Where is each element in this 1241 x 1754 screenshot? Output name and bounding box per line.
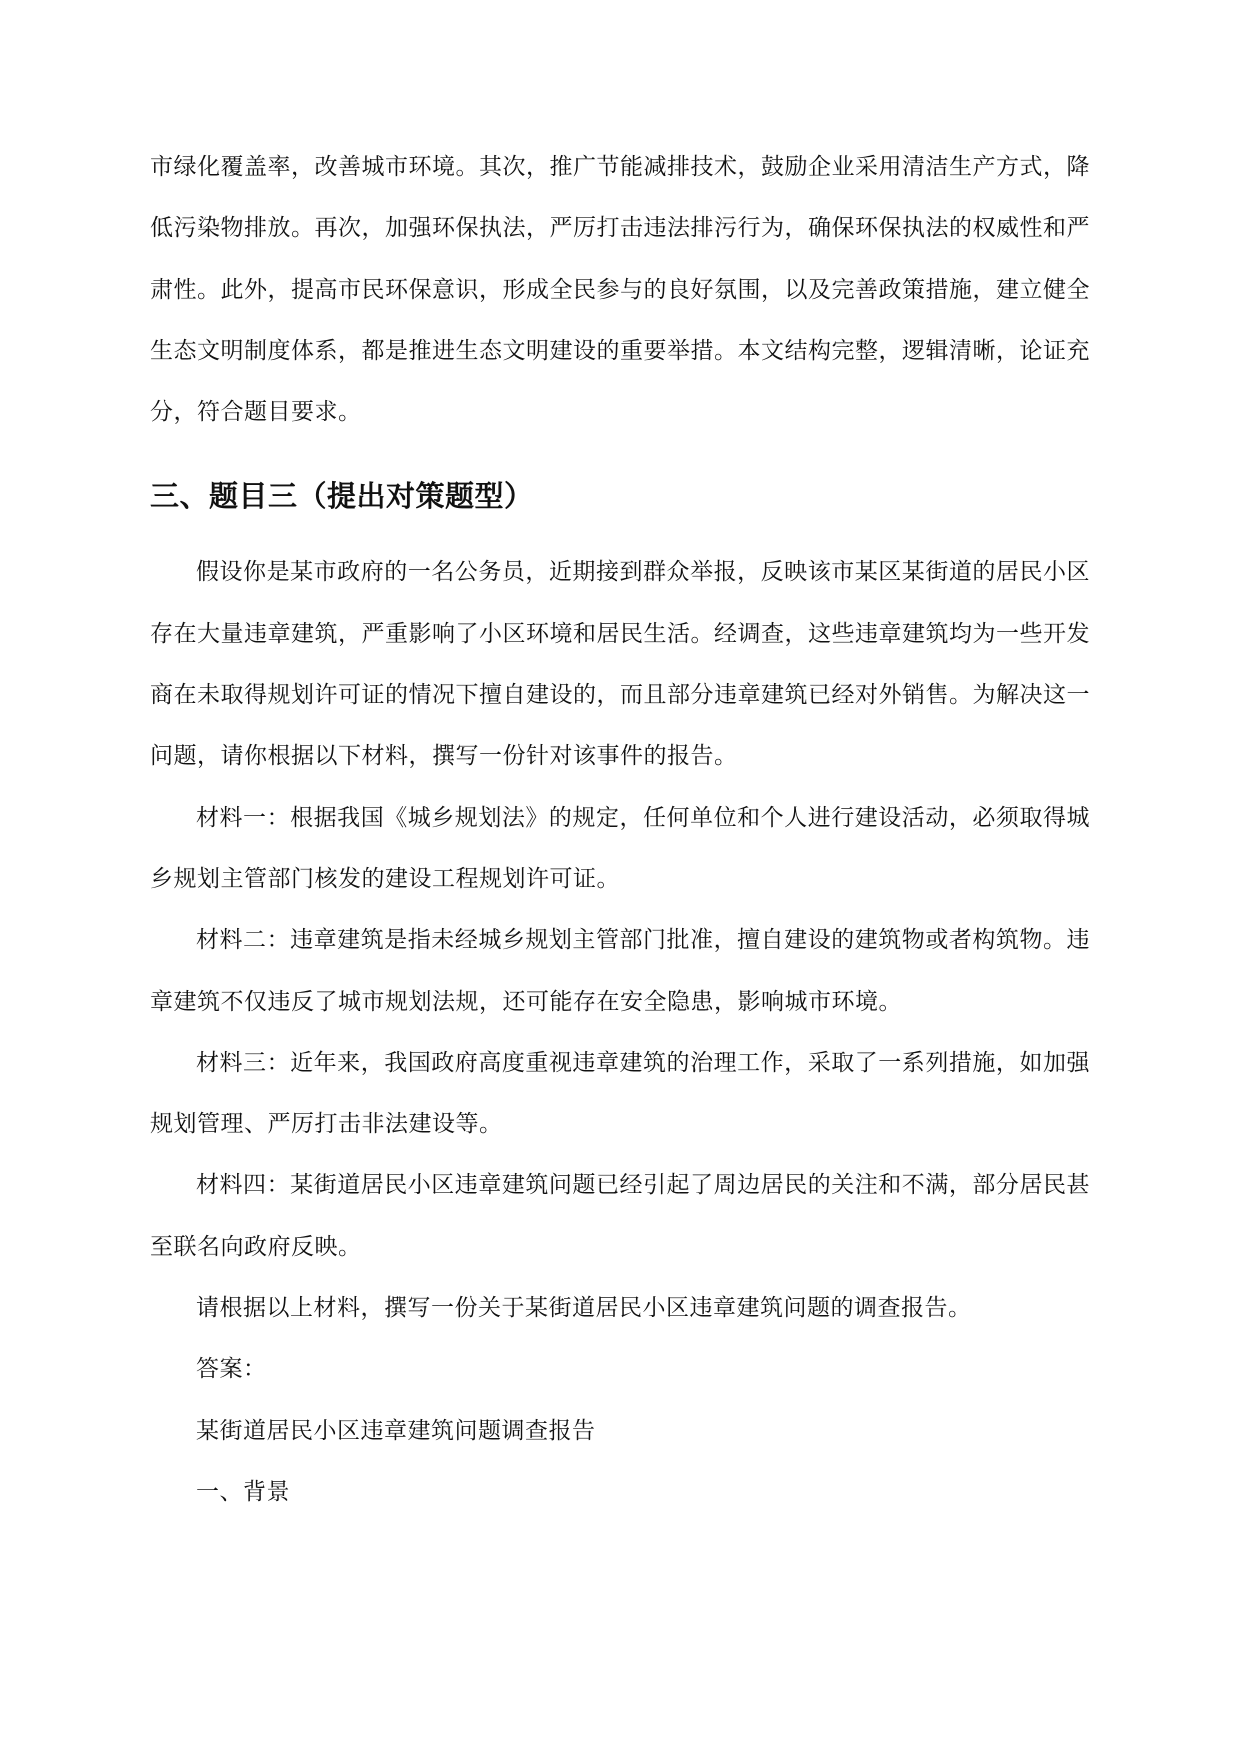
spacer [150,443,1090,476]
report-title: 某街道居民小区违章建筑问题调查报告 [196,1417,596,1444]
document-page [150,137,1090,1523]
report-section-background: 一、背景 [196,1478,290,1505]
material-two: 材料二：违章建筑是指未经城乡规划主管部门批准，擅自建设的建筑物或者构筑物。违章建筑不仅违反了城市规划法规，还可能存在安全隐患，影响城市环境。 [150,927,1090,1015]
section-heading: 三、题目三（提出对策题型） [150,479,534,514]
answer-label: 答案： [196,1356,267,1383]
material-one: 材料一：根据我国《城乡规划法》的规定，任何单位和个人进行建设活动，必须取得城乡规划主管部门核发的建设工程规划许可证。 [150,804,1090,892]
instruction-paragraph: 请根据以上材料，撰写一份关于某街道居民小区违章建筑问题的调查报告。 [196,1295,972,1322]
material-three: 材料三：近年来，我国政府高度重视违章建筑的治理工作，采取了一系列措施，如加强规划管理、严厉打击非法建设等。 [150,1049,1090,1138]
intro-paragraph: 市绿化覆盖率，改善城市环境。其次，推广节能减排技术，鼓励企业采用清洁生产方式，降低污染物排放。再次，加强环保执法，严厉打击违法排污行为，确保环保执法的权威性和严肃性。此外，提高市民环保意识，形成全民参与的良好氛围，以及完善政策措施，建立健全生态文明制度体系，都是推进生态文明建设的重要举措。本文结构完整，逻辑清晰，论证充分，符合题目要求。 [150,154,1090,426]
material-four: 材料四：某街道居民小区违章建筑问题已经引起了周边居民的关注和不满，部分居民甚至联名向政府反映。 [150,1172,1090,1260]
spacer [150,516,1090,542]
question-paragraph: 假设你是某市政府的一名公务员，近期接到群众举报，反映该市某区某街道的居民小区存在大量违章建筑，严重影响了小区环境和居民生活。经调查，这些违章建筑均为一些开发商在未取得规划许可证的情况下擅自建设的，而且部分违章建筑已经对外销售。为解决这一问题，请你根据以下材料，撰写一份针对该事件的报告。 [150,559,1090,770]
